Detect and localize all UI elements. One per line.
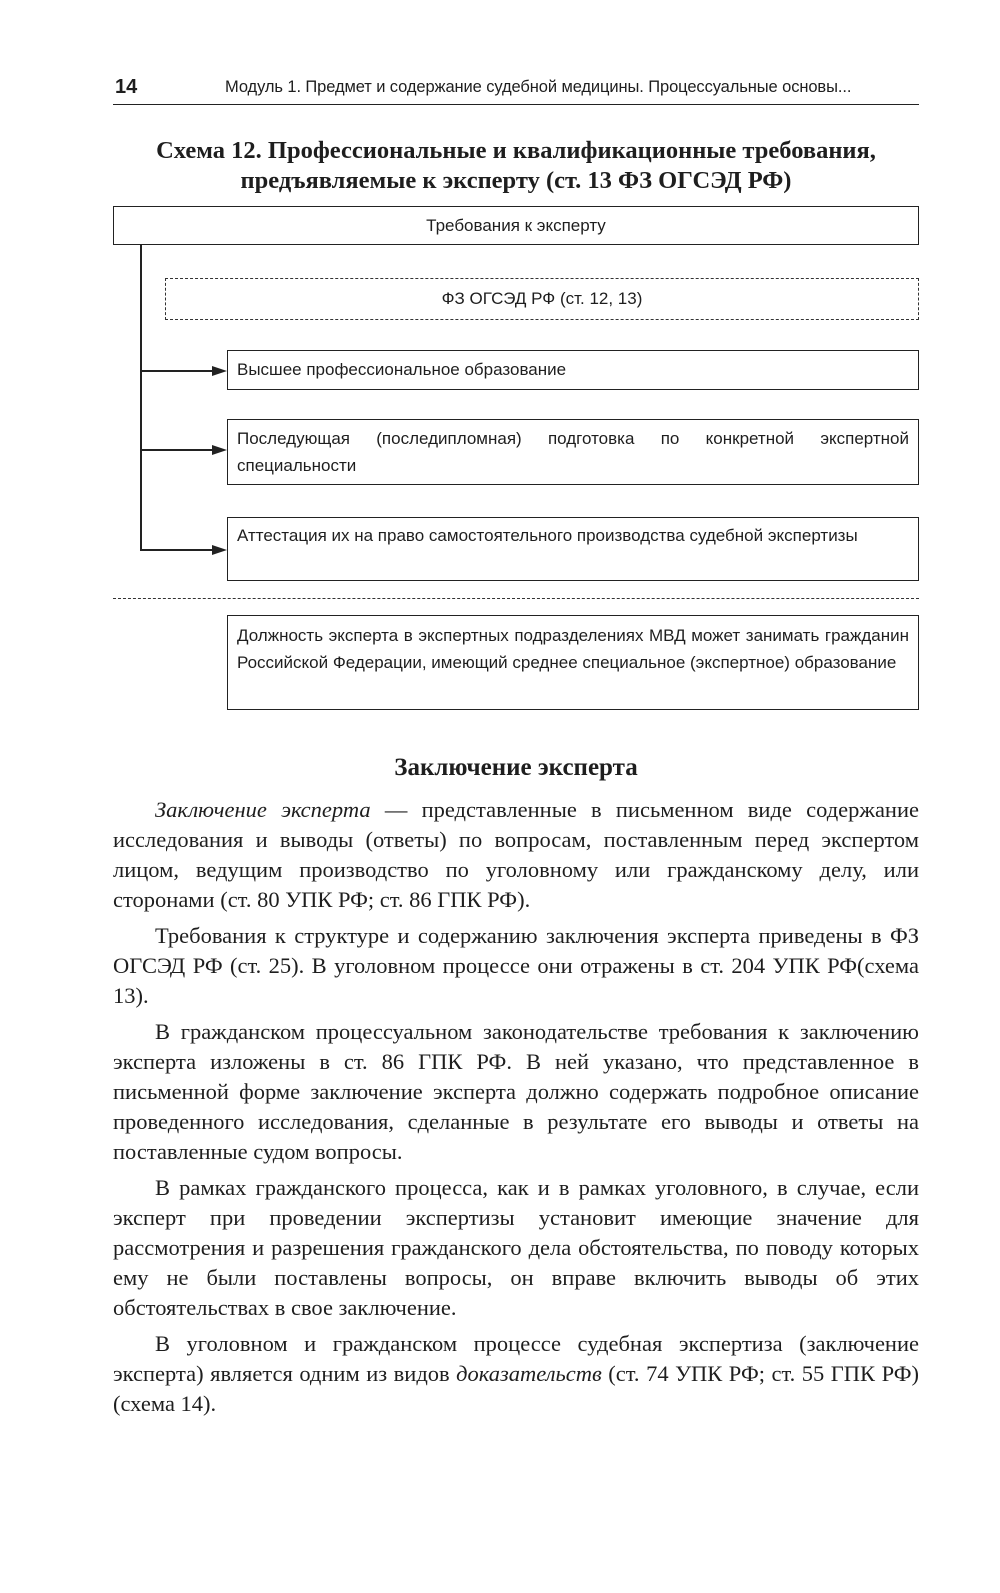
connector-branch-2 bbox=[140, 449, 214, 451]
paragraph-5-start: В уголовном и гражданском процессе судебная экспертиза (заключение эксперта) является одним из видов bbox=[113, 1331, 919, 1386]
paragraph-2: Требования к структуре и содержанию заключения эксперта приведены в ФЗ ОГСЭД РФ (ст. 25). В уголовном процессе они отражены в ст. 204 УПК РФ(схема 13). bbox=[113, 923, 919, 1008]
paragraph-5 bbox=[113, 1329, 919, 1419]
term-evidence: доказательств bbox=[456, 1361, 602, 1386]
root-requirements-box: Требования к эксперту bbox=[113, 206, 919, 245]
dashed-separator bbox=[113, 598, 919, 599]
arrow-icon bbox=[212, 545, 227, 555]
paragraph-5-end: (ст. 74 УПК РФ; ст. 55 ГПК РФ) (схема 14). bbox=[113, 1361, 919, 1416]
arrow-icon bbox=[212, 366, 227, 376]
scheme-title bbox=[113, 136, 919, 196]
page-number: 14 bbox=[115, 76, 138, 98]
page-header bbox=[113, 72, 919, 105]
connector-branch-1 bbox=[140, 370, 214, 372]
scheme-title-line1: Схема 12. Профессиональные и квалификационные требования, bbox=[156, 137, 876, 164]
connector-trunk bbox=[140, 245, 142, 550]
connector-branch-3 bbox=[140, 549, 214, 551]
running-title: Модуль 1. Предмет и содержание судебной медицины. Процессуальные основы... bbox=[225, 78, 852, 96]
scheme-title-line2: предъявляемые к эксперту (ст. 13 ФЗ ОГСЭД РФ) bbox=[240, 167, 792, 194]
arrow-icon bbox=[212, 445, 227, 455]
paragraph-3: В гражданском процессуальном законодательстве требования к заключению эксперта изложены в ст. 86 ГПК РФ. В ней указано, что представленное в письменной форме заключение эксперта должно содержать подробное описание проведенного исследования, сделанные в результате его выводы и ответы на поставленные судом вопросы. bbox=[113, 1019, 919, 1164]
law-reference-box: ФЗ ОГСЭД РФ (ст. 12, 13) bbox=[165, 278, 919, 320]
requirement-postgraduate-training: Последующая (последипломная) подготовка по конкретной экспертной специальности bbox=[227, 419, 919, 485]
paragraph-4: В рамках гражданского процесса, как и в рамках уголовного, в случае, если эксперт при проведении экспертизы установит имеющие значение для рассмотрения и разрешения гражданского дела обстоятельства, по поводу которых ему не были поставлены вопросы, он вправе включить выводы об этих обстоятельствах в свое заключение. bbox=[113, 1175, 919, 1320]
requirement-attestation: Аттестация их на право самостоятельного производства судебной экспертизы bbox=[227, 517, 919, 581]
paragraph-1-text: — представленные в письменном виде содержание исследования и выводы (ответы) по вопросам, поставленным перед экспертом лицом, ведущим производство по уголовному или гражданскому делу, или сторонами (ст. 80 УПК РФ; ст. 86 ГПК РФ). bbox=[113, 797, 919, 912]
term-expert-conclusion: Заключение эксперта bbox=[155, 797, 371, 822]
note-mvd-expert-box: Должность эксперта в экспертных подразделениях МВД может занимать гражданин Российской Федерации, имеющий среднее специальное (экспертное) образование bbox=[227, 615, 919, 710]
requirement-higher-education: Высшее профессиональное образование bbox=[227, 350, 919, 390]
section-heading: Заключение эксперта bbox=[394, 754, 638, 781]
paragraph-1 bbox=[113, 795, 919, 915]
body-text bbox=[113, 795, 919, 1425]
